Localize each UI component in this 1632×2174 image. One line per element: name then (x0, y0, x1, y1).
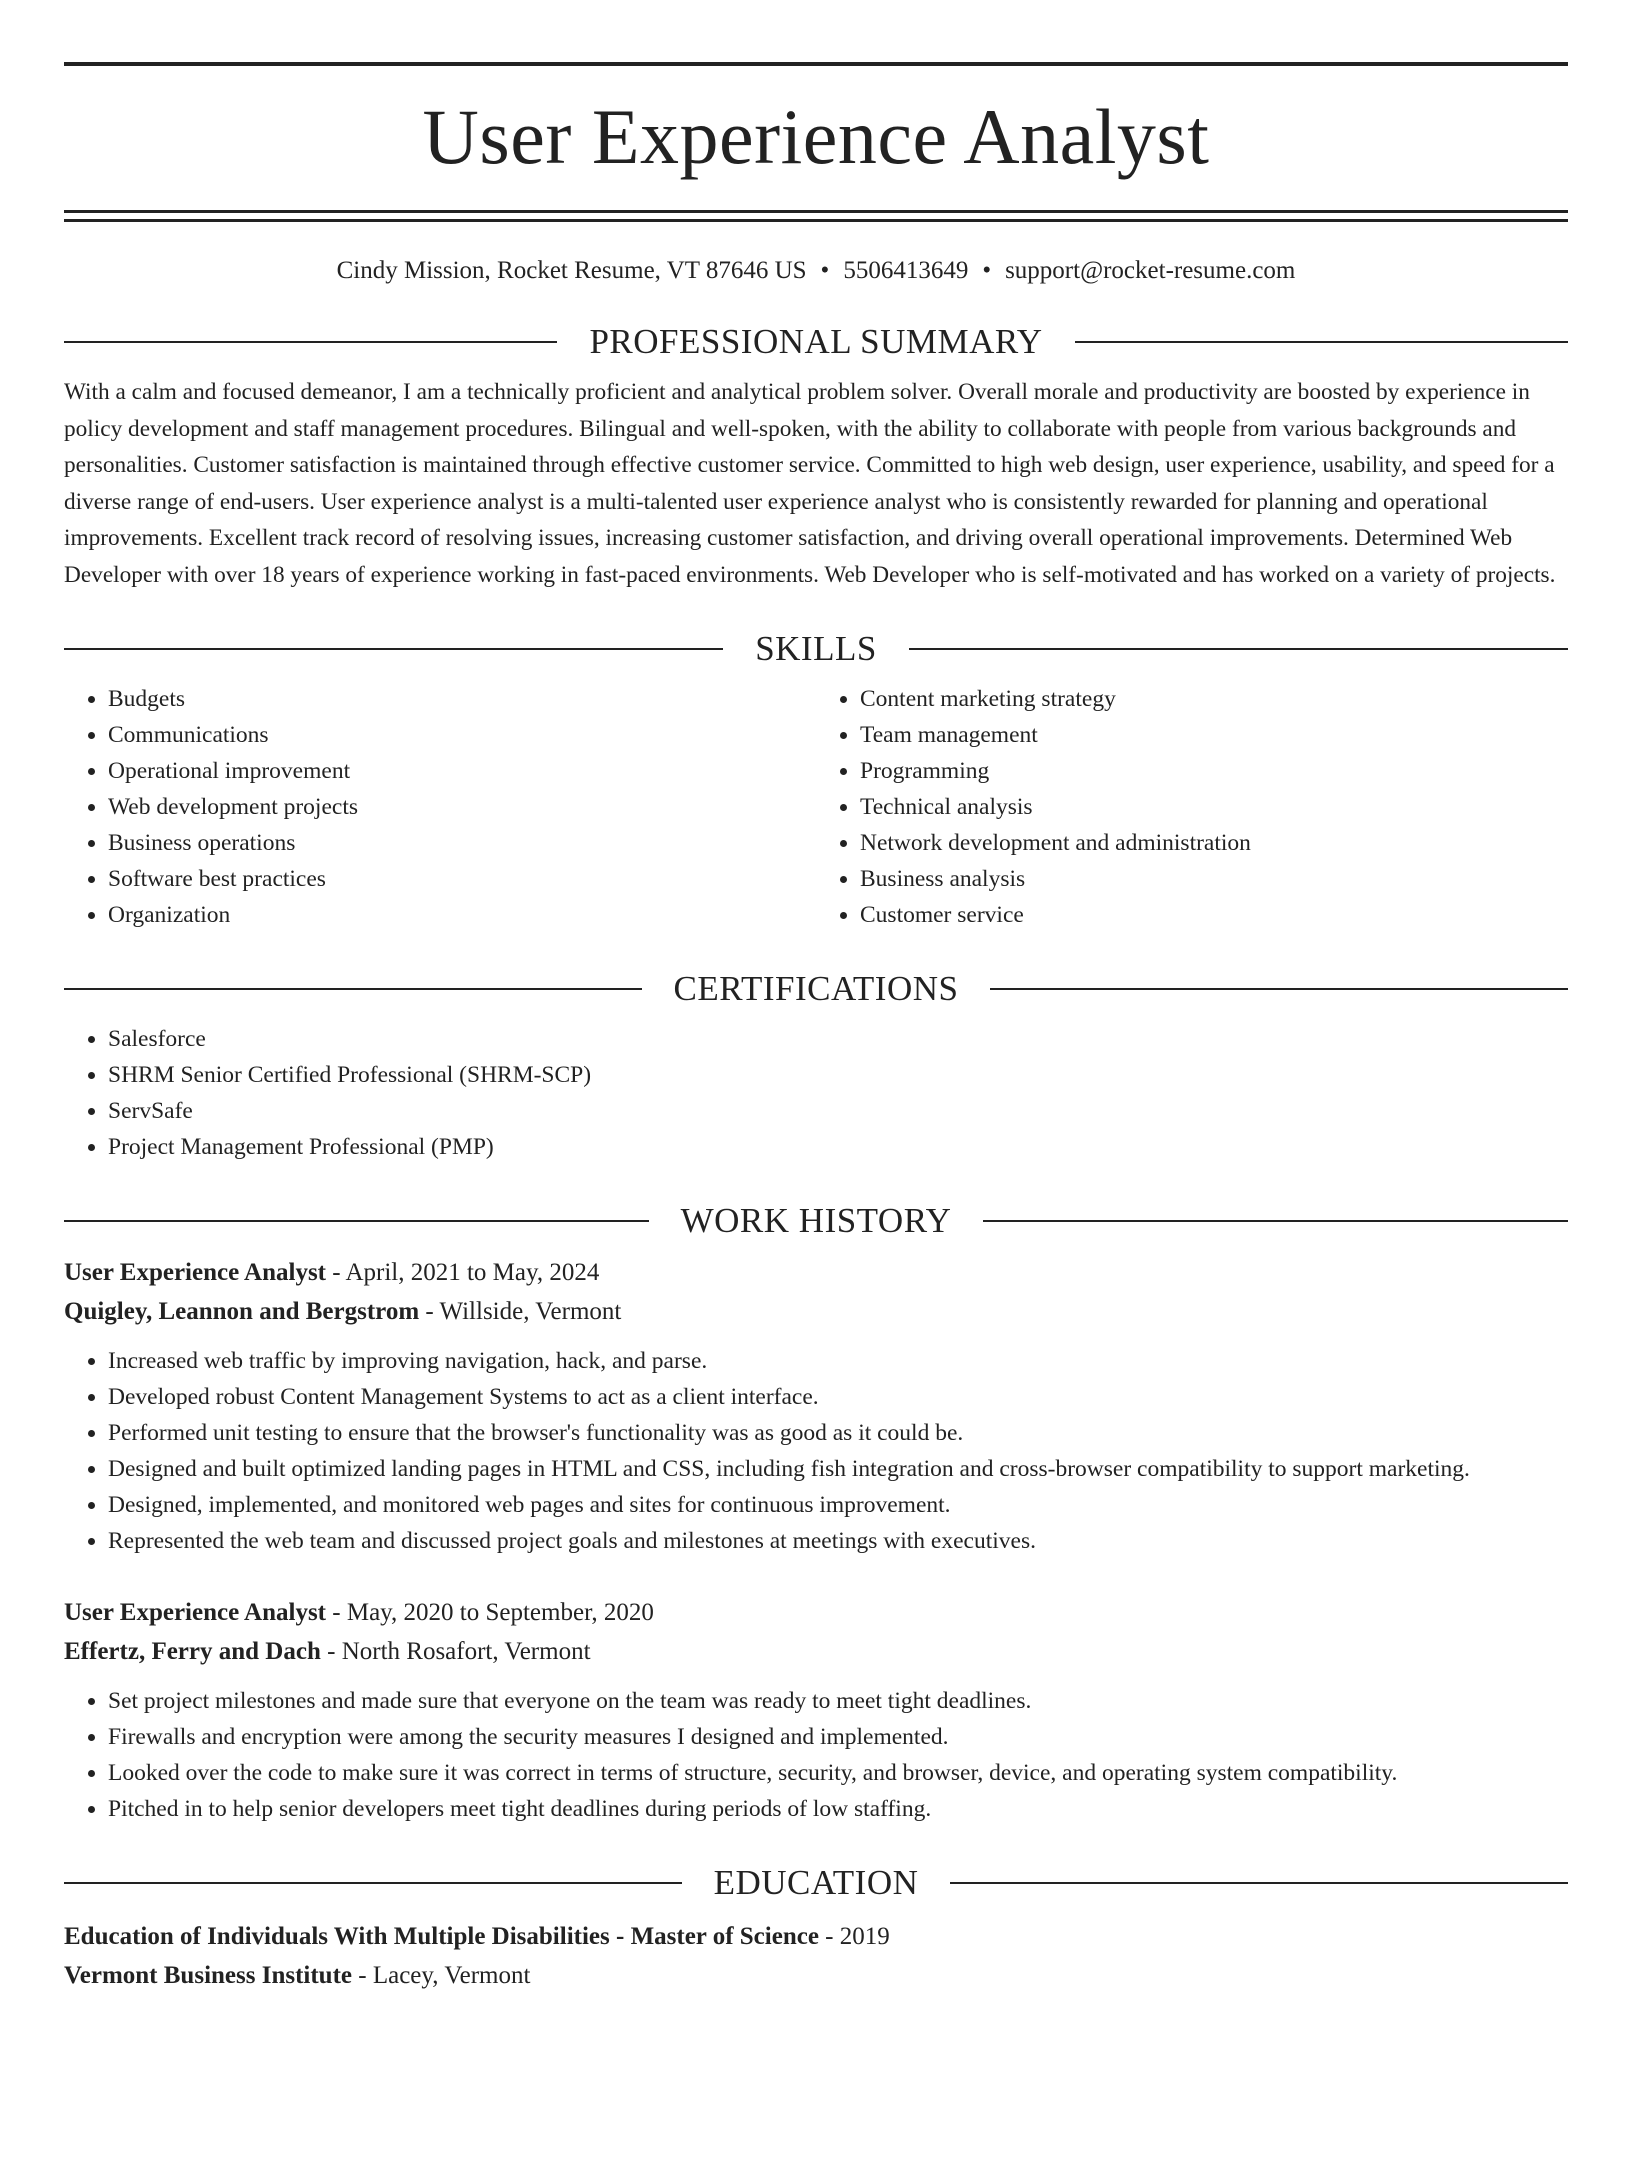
contact-address: Cindy Mission, Rocket Resume, VT 87646 US (336, 257, 807, 284)
job-company-line (64, 1632, 1568, 1671)
education-degree: Education of Individuals With Multiple Disabilities - Master of Science (64, 1923, 819, 1950)
education-title: EDUCATION (713, 1863, 919, 1902)
job-entry (64, 1253, 1568, 1559)
heading-rule-left (64, 1882, 682, 1884)
skill-item: • Communications (108, 717, 816, 753)
job-role: User Experience Analyst (64, 1599, 327, 1626)
job-bullet: • Set project milestones and made sure that everyone on the team was ready to meet tight deadlines. (108, 1683, 1568, 1719)
education-location: - Lacey, Vermont (352, 1962, 531, 1989)
education-school: Vermont Business Institute (64, 1962, 353, 1989)
resume-page (0, 62, 1632, 1995)
skill-item: • Operational improvement (108, 753, 816, 789)
job-dates: - May, 2020 to September, 2020 (326, 1599, 654, 1626)
skills-column-left (64, 681, 816, 933)
job-location: - Willside, Vermont (419, 1298, 622, 1325)
skill-item: • Team management (860, 717, 1568, 753)
contact-separator: • (820, 257, 830, 284)
skill-item: • Content marketing strategy (860, 681, 1568, 717)
contact-email: support@rocket-resume.com (1005, 257, 1296, 284)
certification-item: • Salesforce (108, 1021, 1568, 1057)
job-company-line (64, 1292, 1568, 1331)
job-bullet: • Designed and built optimized landing pages in HTML and CSS, including fish integration and cross-browser compatibility to support marketing. (108, 1451, 1568, 1487)
title-rule-upper (64, 210, 1568, 213)
job-role: User Experience Analyst (64, 1259, 327, 1286)
heading-rule-left (64, 341, 557, 343)
job-bullet: • Represented the web team and discussed project goals and milestones at meetings with executives. (108, 1523, 1568, 1559)
job-bullet: • Designed, implemented, and monitored web pages and sites for continuous improvement. (108, 1487, 1568, 1523)
education-school-line (64, 1956, 1568, 1995)
education-degree-line (64, 1917, 1568, 1956)
contact-separator: • (982, 257, 992, 284)
title-rule-lower (64, 219, 1568, 222)
top-rule (64, 62, 1568, 66)
job-bullet: • Increased web traffic by improving navigation, hack, and parse. (108, 1343, 1568, 1379)
work-history-heading (64, 1201, 1568, 1241)
job-bullet: • Firewalls and encryption were among the security measures I designed and implemented. (108, 1719, 1568, 1755)
contact-phone: 5506413649 (843, 257, 969, 284)
skills-title: SKILLS (755, 629, 877, 668)
skill-item: • Business operations (108, 825, 816, 861)
job-location: - North Rosafort, Vermont (320, 1638, 591, 1665)
heading-rule-right (983, 1220, 1568, 1222)
heading-rule-right (950, 1882, 1568, 1884)
job-entry (64, 1593, 1568, 1827)
skill-item: • Programming (860, 753, 1568, 789)
heading-rule-right (990, 988, 1568, 990)
skill-item: • Software best practices (108, 861, 816, 897)
skill-item: • Budgets (108, 681, 816, 717)
certifications-heading (64, 969, 1568, 1009)
certification-item: • SHRM Senior Certified Professional (SHRM-SCP) (108, 1057, 1568, 1093)
skills-column-right (816, 681, 1568, 933)
job-role-line (64, 1253, 1568, 1292)
certifications-title: CERTIFICATIONS (673, 969, 959, 1008)
skill-item: • Organization (108, 897, 816, 933)
skill-item: • Customer service (860, 897, 1568, 933)
education-year: - 2019 (818, 1923, 890, 1950)
job-company: Quigley, Leannon and Bergstrom (64, 1298, 420, 1325)
summary-heading (64, 322, 1568, 362)
education-entry (64, 1917, 1568, 1995)
job-role-line (64, 1593, 1568, 1632)
contact-line (64, 256, 1568, 286)
certification-item: • ServSafe (108, 1093, 1568, 1129)
skill-item: • Business analysis (860, 861, 1568, 897)
job-bullet: • Pitched in to help senior developers meet tight deadlines during periods of low staffing. (108, 1791, 1568, 1827)
skill-item: • Technical analysis (860, 789, 1568, 825)
job-bullet: • Looked over the code to make sure it was correct in terms of structure, security, and browser, device, and operating system compatibility. (108, 1755, 1568, 1791)
heading-rule-left (64, 988, 642, 990)
job-dates: - April, 2021 to May, 2024 (326, 1259, 600, 1286)
skills-heading (64, 629, 1568, 669)
certification-item: • Project Management Professional (PMP) (108, 1129, 1568, 1165)
summary-title: PROFESSIONAL SUMMARY (589, 322, 1043, 361)
resume-title: User Experience Analyst (422, 93, 1210, 180)
summary-text: With a calm and focused demeanor, I am a technically proficient and analytical problem solver. Overall morale and productivity are boosted by experience in policy development and staff management procedures. Bilingual and well-spoken, with the ability to collaborate with people from various backgrounds and personalities. Customer satisfaction is maintained through effective customer service. Committed to high web design, user experience, usability, and speed for a diverse range of end-users. User experience analyst is a multi-talented user experience analyst who is consistently rewarded for planning and operational improvements. Excellent track record of resolving issues, increasing customer satisfaction, and driving overall operational improvements. Determined Web Developer with over 18 years of experience working in fast-paced environments. Web Developer who is self-motivated and has worked on a variety of projects. (64, 379, 1556, 588)
skill-item: • Web development projects (108, 789, 816, 825)
heading-rule-right (909, 648, 1568, 650)
skills-list (64, 681, 1568, 933)
job-company: Effertz, Ferry and Dach (64, 1638, 321, 1665)
heading-rule-right (1075, 341, 1568, 343)
heading-rule-left (64, 648, 723, 650)
job-bullet: • Performed unit testing to ensure that the browser's functionality was as good as it could be. (108, 1415, 1568, 1451)
work-history-title: WORK HISTORY (680, 1201, 952, 1240)
skill-item: • Network development and administration (860, 825, 1568, 861)
education-heading (64, 1863, 1568, 1903)
job-bullet: • Developed robust Content Management Systems to act as a client interface. (108, 1379, 1568, 1415)
job-bullets (64, 1683, 1568, 1827)
job-bullets (64, 1343, 1568, 1559)
heading-rule-left (64, 1220, 649, 1222)
certifications-list (64, 1021, 1568, 1165)
